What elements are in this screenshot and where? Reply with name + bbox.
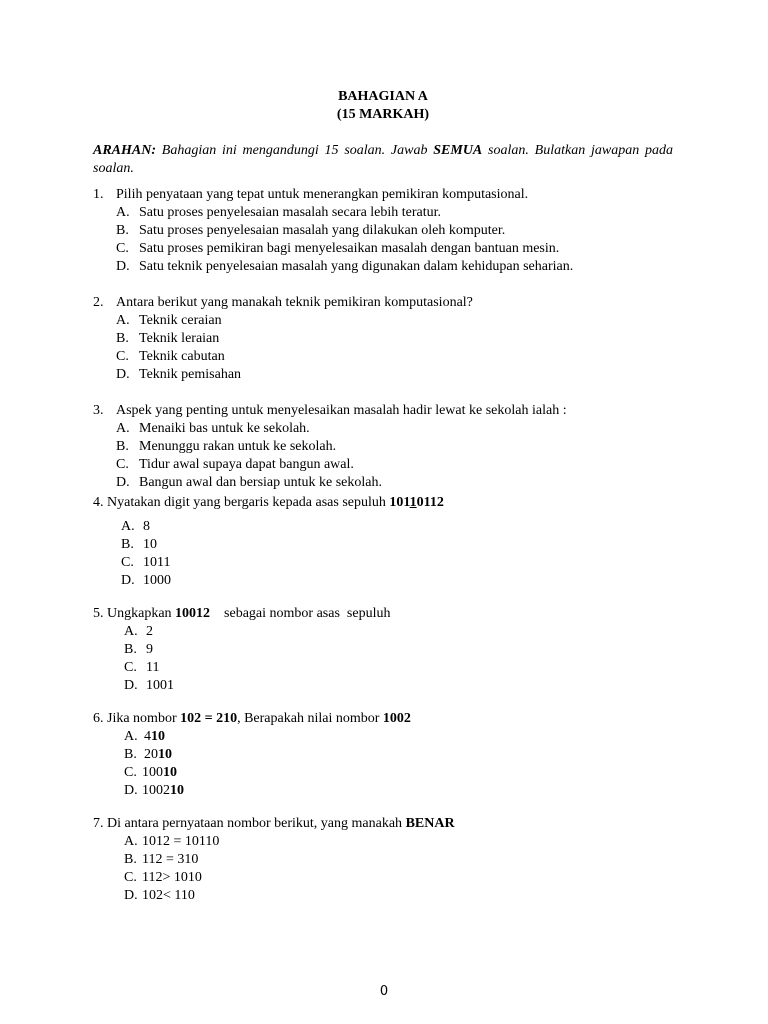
question-text-part: sebagai nombor asas sepuluh [210, 606, 391, 621]
option-text: Bangun awal dan bersiap untuk ke sekolah. [139, 475, 382, 490]
question-number-value [389, 495, 443, 510]
option-text [144, 746, 172, 764]
instructions [93, 142, 673, 178]
question-number-value: 1002 [382, 711, 411, 726]
question-text-part: 7. Di antara pernyataan nombor berikut, yang manakah [93, 816, 406, 831]
question-emphasis: BENAR [405, 816, 455, 831]
option-text: 102< 110 [142, 888, 195, 903]
option-label: B. [116, 223, 129, 238]
option-text: 112> 1010 [142, 870, 202, 885]
instructions-text-1: Bahagian ini mengandungi 15 soalan. Jawab [156, 143, 434, 158]
option-text-plain: 1002 [142, 783, 170, 798]
options-list [93, 518, 673, 590]
option-b[interactable] [121, 536, 673, 554]
question-text [93, 494, 673, 512]
option-label: C. [116, 457, 129, 472]
option-b[interactable] [124, 641, 673, 659]
question-equation: 102 = 210 [180, 711, 238, 726]
question-5 [93, 605, 673, 695]
question-4 [93, 494, 673, 590]
option-a[interactable] [116, 312, 473, 330]
question-text: Antara berikut yang manakah teknik pemikiran komputasional? [116, 295, 473, 310]
option-a[interactable] [116, 204, 573, 222]
option-label: D. [116, 367, 130, 382]
options-list [93, 833, 673, 905]
instructions-emphasis: SEMUA [433, 143, 483, 158]
option-text: Satu proses pemikiran bagi menyelesaikan masalah dengan bantuan mesin. [139, 241, 560, 256]
option-text [142, 764, 177, 782]
option-text: Satu teknik penyelesaian masalah yang digunakan dalam kehidupan seharian. [139, 259, 574, 274]
question-3 [93, 402, 673, 492]
option-label: A. [116, 313, 130, 328]
option-d[interactable] [116, 258, 573, 276]
question-text [93, 815, 673, 833]
question-text [93, 605, 673, 623]
options-list [93, 623, 673, 695]
option-label: B. [121, 537, 134, 552]
option-label: B. [124, 747, 137, 762]
option-text-bold: 10 [151, 729, 165, 744]
option-text [144, 728, 165, 746]
question-text [93, 710, 673, 728]
question-text-part: , Berapakah nilai nombor [237, 711, 383, 726]
question-number: 1. [93, 187, 104, 202]
option-text: 112 = 310 [142, 852, 199, 867]
option-text-plain: 4 [144, 729, 151, 744]
option-text: Tidur awal supaya dapat bangun awal. [139, 457, 354, 472]
option-a[interactable] [116, 420, 567, 438]
option-label: C. [116, 349, 129, 364]
option-text-plain: 100 [142, 765, 163, 780]
option-d[interactable] [116, 474, 567, 492]
option-text: 1012 = 10110 [142, 834, 220, 849]
option-label: B. [116, 331, 129, 346]
option-label: C. [121, 555, 134, 570]
question-text-part: 4. Nyatakan digit yang bergaris kepada asas sepuluh [93, 495, 390, 510]
question-text: Pilih penyataan yang tepat untuk menerangkan pemikiran komputasional. [116, 187, 529, 202]
number-part-a: 101 [389, 495, 410, 510]
option-b[interactable] [124, 851, 673, 869]
option-c[interactable] [121, 554, 673, 572]
option-label: B. [124, 852, 137, 867]
option-label: A. [124, 624, 138, 639]
option-text: 8 [143, 519, 150, 534]
exam-page [93, 88, 673, 905]
instructions-label: ARAHAN: [93, 143, 157, 158]
option-a[interactable] [121, 518, 673, 536]
option-text: Teknik pemisahan [139, 367, 242, 382]
option-label: C. [116, 241, 129, 256]
option-d[interactable] [124, 887, 673, 905]
section-title: BAHAGIAN A [338, 89, 428, 104]
instructions-text-2: soalan. Bulatkan jawapan pada soalan. [93, 143, 673, 176]
option-c[interactable] [124, 869, 673, 887]
option-text: 9 [146, 642, 153, 657]
option-label: C. [124, 870, 137, 885]
question-number: 3. [93, 403, 104, 418]
option-text-bold: 10 [158, 747, 172, 762]
option-label: A. [124, 729, 138, 744]
option-label: B. [116, 439, 129, 454]
option-label: A. [116, 205, 130, 220]
option-text: Teknik cabutan [139, 349, 225, 364]
option-text: Satu proses penyelesaian masalah yang dilakukan oleh komputer. [139, 223, 506, 238]
option-c[interactable] [124, 764, 673, 782]
option-label: A. [121, 519, 135, 534]
option-text-bold: 10 [170, 783, 184, 798]
question-text: Aspek yang penting untuk menyelesaikan masalah hadir lewat ke sekolah ialah : [116, 403, 567, 418]
options-list [116, 312, 473, 384]
option-text: Menaiki bas untuk ke sekolah. [139, 421, 310, 436]
option-text: Teknik leraian [139, 331, 220, 346]
option-text-bold: 10 [163, 765, 177, 780]
option-label: B. [124, 642, 137, 657]
option-label: D. [124, 783, 138, 798]
option-text [142, 782, 184, 800]
number-part-b: 0112 [416, 495, 444, 510]
underlined-digit: 1 [409, 495, 417, 510]
question-text-part: 6. Jika nombor [93, 711, 181, 726]
option-text: 1001 [146, 678, 174, 693]
options-list [116, 420, 567, 492]
section-marks: (15 MARKAH) [336, 107, 430, 122]
options-list [116, 204, 573, 276]
option-b[interactable] [116, 438, 567, 456]
question-text-part: 5. Ungkapkan [93, 606, 176, 621]
option-text: 1000 [143, 573, 171, 588]
option-label: D. [121, 573, 135, 588]
question-number: 2. [93, 295, 104, 310]
question-1 [93, 186, 673, 276]
option-label: A. [116, 421, 130, 436]
question-7 [93, 815, 673, 905]
option-c[interactable] [116, 240, 573, 258]
option-d[interactable] [124, 782, 673, 800]
option-c[interactable] [116, 456, 567, 474]
option-text: 1011 [143, 555, 171, 570]
option-text: 2 [146, 624, 153, 639]
option-c[interactable] [124, 659, 673, 677]
question-6 [93, 710, 673, 800]
option-label: A. [124, 834, 138, 849]
option-b[interactable] [124, 746, 673, 764]
option-text: Teknik ceraian [139, 313, 222, 328]
option-d[interactable] [124, 677, 673, 695]
option-label: D. [124, 888, 138, 903]
question-number-value: 10012 [175, 606, 211, 621]
option-label: D. [116, 475, 130, 490]
option-label: C. [124, 660, 137, 675]
option-text: Menunggu rakan untuk ke sekolah. [139, 439, 337, 454]
option-b[interactable] [116, 330, 473, 348]
page-number: 0 [379, 984, 389, 999]
option-d[interactable] [116, 366, 473, 384]
option-a[interactable] [124, 833, 673, 851]
option-c[interactable] [116, 348, 473, 366]
option-text: 10 [143, 537, 157, 552]
option-b[interactable] [116, 222, 573, 240]
option-text: Satu proses penyelesaian masalah secara lebih teratur. [139, 205, 442, 220]
options-list [93, 728, 673, 800]
option-d[interactable] [121, 572, 673, 590]
option-text: 11 [146, 660, 160, 675]
option-text-plain: 20 [144, 747, 158, 762]
option-a[interactable] [124, 728, 673, 746]
question-2 [93, 294, 673, 384]
option-label: D. [124, 678, 138, 693]
option-a[interactable] [124, 623, 673, 641]
option-label: C. [124, 765, 137, 780]
option-label: D. [116, 259, 130, 274]
